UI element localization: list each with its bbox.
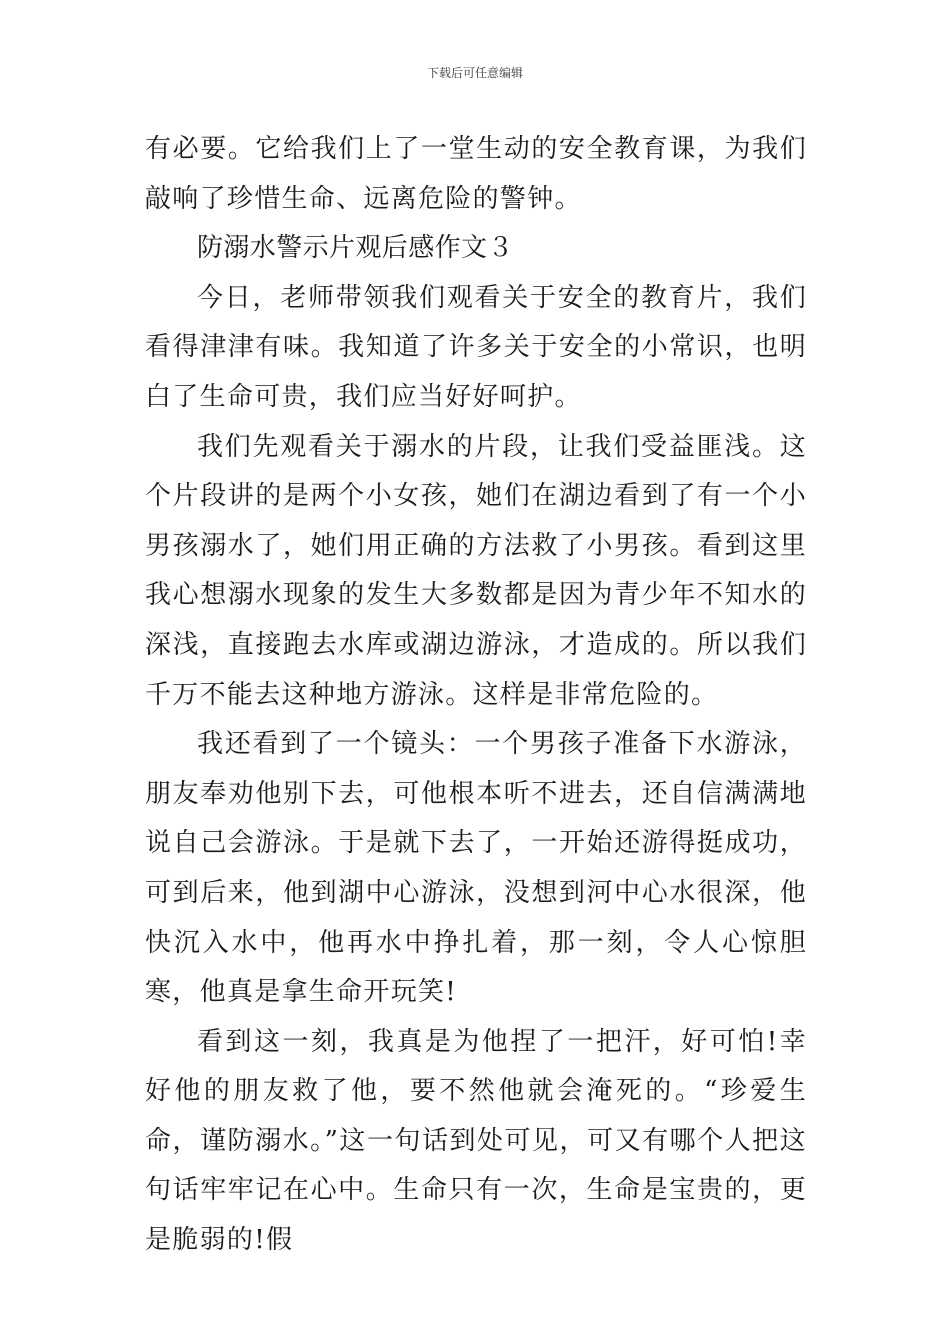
page-header: 下载后可任意编辑 (426, 66, 523, 80)
paragraph-continuation: 有必要。它给我们上了一堂生动的安全教育课，为我们敲响了珍惜生命、远离危险的警钟。 (145, 134, 807, 214)
section-heading: 防溺水警示片观后感作文３ (197, 233, 514, 264)
paragraph: 我还看到了一个镜头：一个男孩子准备下水游泳，朋友奉劝他别下去，可他根本听不进去，还自信满满地说自己会游泳。于是就下去了，一开始还游得挺成功，可到后来，他到湖中心游泳，没想到河中心水很深，他快沉入水中，他再水中挣扎着，那一刻，令人心惊胆寒，他真是拿生命开玩笑! (145, 729, 807, 1008)
paragraph: 我们先观看关于溺水的片段，让我们受益匪浅。这个片段讲的是两个小女孩，她们在湖边看到了有一个小男孩溺水了，她们用正确的方法救了小男孩。看到这里我心想溺水现象的发生大多数都是因为青少年不知水的深浅，直接跑去水库或湖边游泳，才造成的。所以我们千万不能去这种地方游泳。这样是非常危险的。 (145, 431, 807, 710)
paragraph: 今日，老师带领我们观看关于安全的教育片，我们看得津津有味。我知道了许多关于安全的小常识，也明白了生命可贵，我们应当好好呵护。 (145, 282, 807, 412)
paragraph: 看到这一刻，我真是为他捏了一把汗，好可怕!幸好他的朋友救了他，要不然他就会淹死的。“珍爱生命，谨防溺水。”这一句话到处可见，可又有哪个人把这句话牢牢记在心中。生命只有一次，生命是宝贵的，更是脆弱的!假 (145, 1026, 807, 1256)
document-body (145, 125, 807, 1266)
